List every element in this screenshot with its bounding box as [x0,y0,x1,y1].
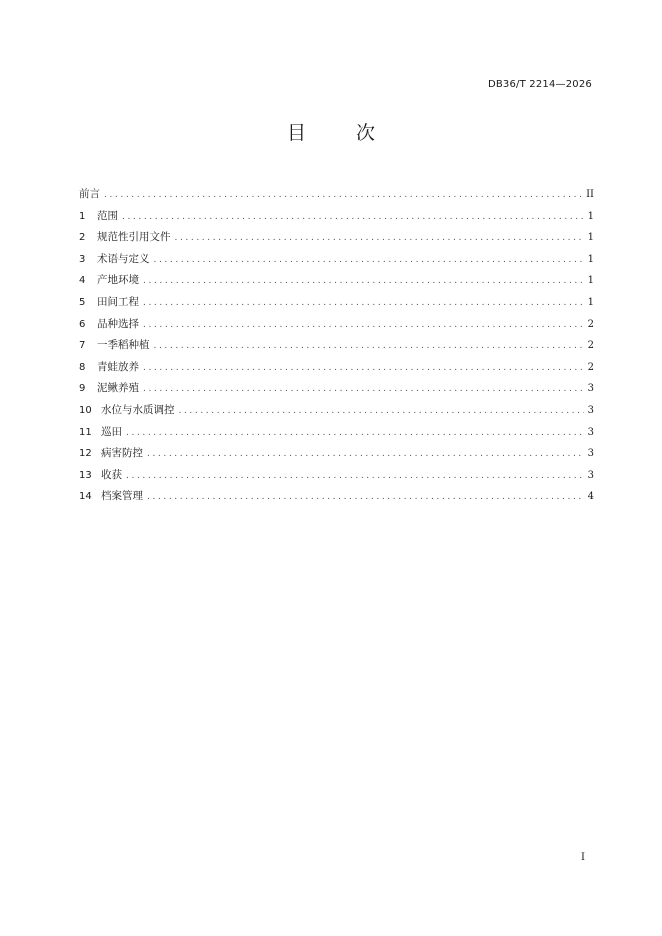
toc-entry-page: 3 [587,404,594,416]
toc-entry-title: 巡田 [101,425,122,438]
toc-entry-number: 13 [79,469,92,481]
toc-entry-page: 3 [587,448,594,460]
toc-entry-13[interactable] [79,465,594,487]
toc-entry-page: 1 [587,253,594,265]
dot-leader [126,423,584,445]
toc-entry-12[interactable] [79,443,594,465]
toc-entry-title: 病害防控 [101,447,143,460]
toc-entry-7[interactable] [79,335,594,357]
toc-entry-4[interactable] [79,270,594,292]
toc-entry-2[interactable] [79,227,594,249]
document-code: DB36/T 2214—2026 [487,79,592,90]
toc-entry-8[interactable] [79,357,594,379]
toc-entry-5[interactable] [79,292,594,314]
page-title: 目 次 [286,122,398,144]
toc-entry-number: 14 [79,491,92,503]
toc-entry-page: 1 [587,275,594,287]
dot-leader [143,315,584,337]
toc-entry-number: 8 [79,361,86,373]
toc-entry-title: 品种选择 [97,317,139,330]
toc-entry-page: 4 [587,491,594,503]
toc-entry-title: 青蛙放养 [97,360,139,373]
toc-entry-page: 3 [587,426,594,438]
toc-entry-page: II [586,189,594,200]
dot-leader [147,444,584,466]
toc-entry-number: 2 [79,232,86,244]
dot-leader [147,487,584,509]
dot-leader [122,207,584,229]
toc-entry-title: 档案管理 [101,490,143,503]
toc-entry-title: 一季稻种植 [97,339,150,352]
toc-entry-number: 4 [79,275,86,287]
toc-entry-page: 2 [587,340,594,352]
toc-entry-number: 1 [79,210,86,222]
toc-entry-page: 1 [587,232,594,244]
dot-leader [143,271,584,293]
toc-entry-10[interactable] [79,400,594,422]
toc-entry-number: 7 [79,340,86,352]
toc-entry-14[interactable] [79,486,594,508]
toc-entry-page: 1 [587,296,594,308]
toc-entry-title: 水位与水质调控 [101,403,175,416]
dot-leader [104,185,582,207]
dot-leader [143,358,584,380]
dot-leader [143,379,584,401]
toc-entry-number: 5 [79,296,86,308]
toc-entry-9[interactable] [79,378,594,400]
toc-entry-number: 12 [79,448,92,460]
toc-entry-number: 3 [79,253,86,265]
toc-entry-title: 收获 [101,468,122,481]
toc-entry-page: 3 [587,383,594,395]
page-number: I [581,852,585,863]
toc-entry-title: 田间工程 [97,295,139,308]
toc-entry-foreword[interactable] [79,184,594,206]
dot-leader [126,466,584,488]
toc-entry-number: 10 [79,404,92,416]
toc-entry-6[interactable] [79,314,594,336]
toc-entry-1[interactable] [79,206,594,228]
toc-entry-title: 规范性引用文件 [97,231,171,244]
dot-leader [179,401,584,423]
dot-leader [154,336,584,358]
toc-entry-page: 3 [587,469,594,481]
dot-leader [154,250,584,272]
toc-entry-title: 产地环境 [97,274,139,287]
toc-entry-number: 11 [79,426,92,438]
toc-entry-title: 术语与定义 [97,252,150,265]
toc-entry-title: 泥鳅养殖 [97,382,139,395]
toc-entry-page: 2 [587,361,594,373]
toc-entry-title: 前言 [79,188,100,200]
dot-leader [143,293,584,315]
toc-entry-page: 1 [587,210,594,222]
toc-entry-page: 2 [587,318,594,330]
toc-entry-3[interactable] [79,249,594,271]
toc-entry-title: 范围 [97,209,118,222]
toc-entry-number: 6 [79,318,86,330]
dot-leader [175,228,584,250]
toc-entry-11[interactable] [79,422,594,444]
table-of-contents [79,184,594,508]
toc-entry-number: 9 [79,383,86,395]
